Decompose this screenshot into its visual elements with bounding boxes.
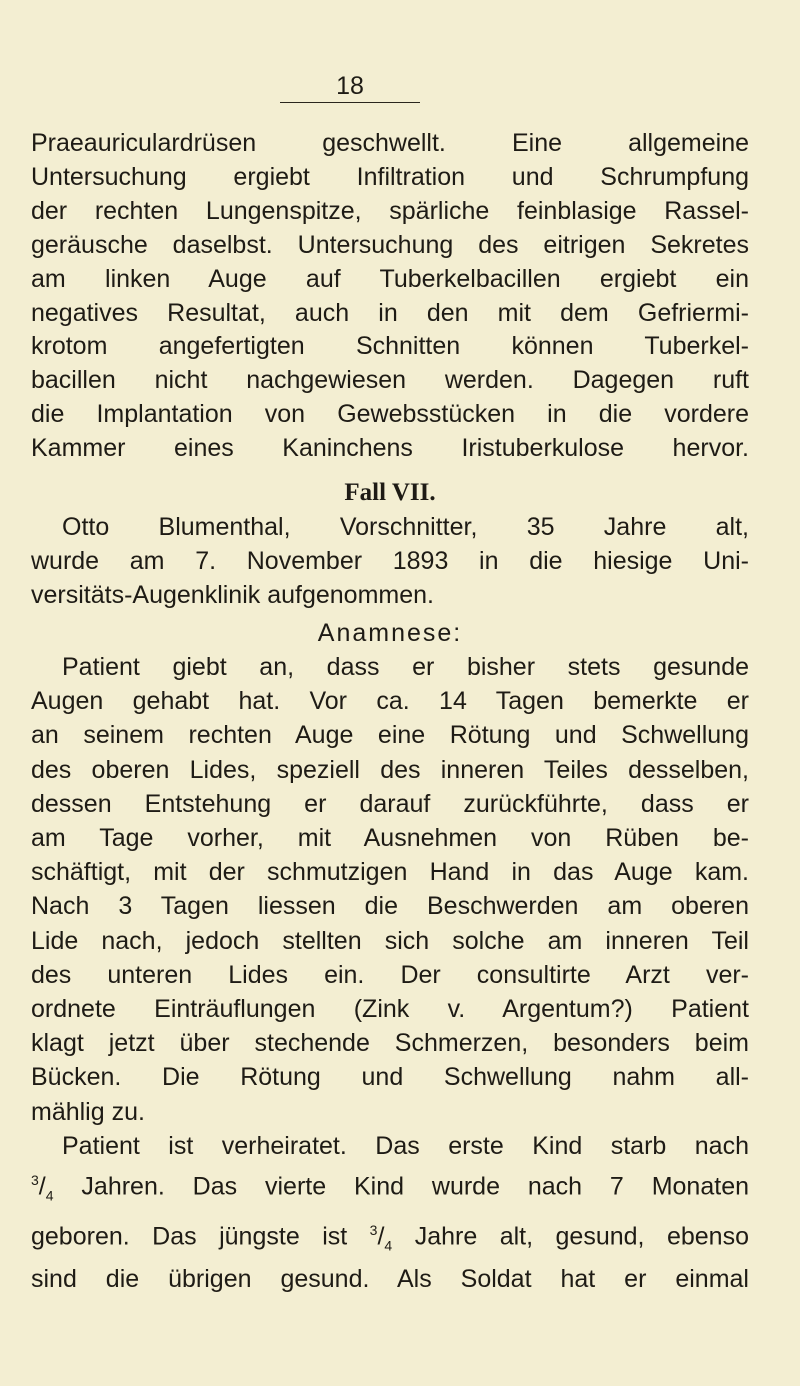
fraction-denominator: 4 [45, 1187, 54, 1204]
text-line: wurde am 7. November 1893 in die hiesige Uni- [31, 547, 749, 575]
text-line: sind die übrigen gesund. Als Soldat hat er einmal [31, 1265, 749, 1294]
fraction-denominator: 4 [384, 1236, 393, 1253]
text-segment: Jahre alt, gesund, ebenso [392, 1221, 749, 1250]
paragraph-2 [31, 510, 749, 612]
text-line: des oberen Lides, speziell des inneren Teiles desselben, [31, 755, 749, 784]
paragraph-1 [31, 127, 749, 466]
fraction-numerator: 3 [369, 1221, 378, 1238]
text-line: klagt jetzt über stechende Schmerzen, besonders beim [31, 1029, 749, 1058]
text-line: Patient giebt an, dass er bisher stets gesunde [62, 653, 749, 681]
text-line: Kammer eines Kaninchens Iristuberkulose hervor. [31, 434, 749, 463]
fraction-numerator: 3 [31, 1172, 39, 1189]
text-line: der rechten Lungenspitze, spärliche feinblasige Rassel- [31, 196, 749, 225]
text-line: Patient ist verheiratet. Das erste Kind starb nach [62, 1131, 749, 1160]
text-line: negatives Resultat, auch in den mit dem Gefriermi- [31, 298, 749, 327]
text-segment: Jahren. Das vierte Kind wurde nach 7 Monaten [53, 1172, 749, 1201]
text-line-fraction: geboren. Das jüngste ist $^3/_4$ Jahre alt, gesund, ebenso [31, 1221, 749, 1253]
case-heading: Fall VII. [344, 479, 436, 506]
text-line: Lide nach, jedoch stellten sich solche am inneren Teil [31, 926, 749, 955]
text-line: am Tage vorher, mit Ausnehmen von Rüben be- [31, 824, 749, 853]
text-line: bacillen nicht nachgewiesen werden. Dagegen ruft [31, 366, 749, 395]
text-line: Untersuchung ergiebt Infiltration und Schrumpfung [31, 162, 749, 191]
text-line: krotom angefertigten Schnitten können Tuberkel- [31, 332, 749, 361]
page-number: 18 [280, 72, 420, 103]
text-line: mählig zu. [31, 1097, 145, 1126]
text-line: Praeauriculardrüsen geschwellt. Eine allgemeine [31, 129, 749, 157]
text-line: des unteren Lides ein. Der consultirte Arzt ver- [31, 960, 749, 989]
anamnesis-heading: Anamnese: [317, 619, 463, 647]
text-line: Augen gehabt hat. Vor ca. 14 Tagen bemerkte er [31, 687, 749, 716]
text-segment: geboren. Das jüngste ist [31, 1221, 370, 1250]
text-line: ordnete Einträuflungen (Zink v. Argentum?) Patient [31, 995, 749, 1024]
text-line: Otto Blumenthal, Vorschnitter, 35 Jahre alt, [62, 513, 749, 541]
text-line: versitäts-Augenklinik aufgenommen. [31, 581, 434, 609]
text-line: die Implantation von Gewebsstücken in die vordere [31, 400, 749, 429]
text-line: Nach 3 Tagen liessen die Beschwerden am oberen [31, 892, 749, 921]
text-line: dessen Entstehung er darauf zurückführte, dass er [31, 789, 749, 818]
text-line: an seinem rechten Auge eine Rötung und Schwellung [31, 721, 749, 750]
paragraph-3 [31, 650, 749, 1296]
text-line: Bücken. Die Rötung und Schwellung nahm all- [31, 1063, 749, 1092]
text-line-fraction: $^3/_4$ Jahren. Das vierte Kind wurde nach 7 Monaten [31, 1172, 749, 1204]
text-line: schäftigt, mit der schmutzigen Hand in das Auge kam. [31, 858, 749, 887]
text-line: geräusche daselbst. Untersuchung des eitrigen Sekretes [31, 230, 749, 259]
text-line: am linken Auge auf Tuberkelbacillen ergiebt ein [31, 264, 749, 293]
